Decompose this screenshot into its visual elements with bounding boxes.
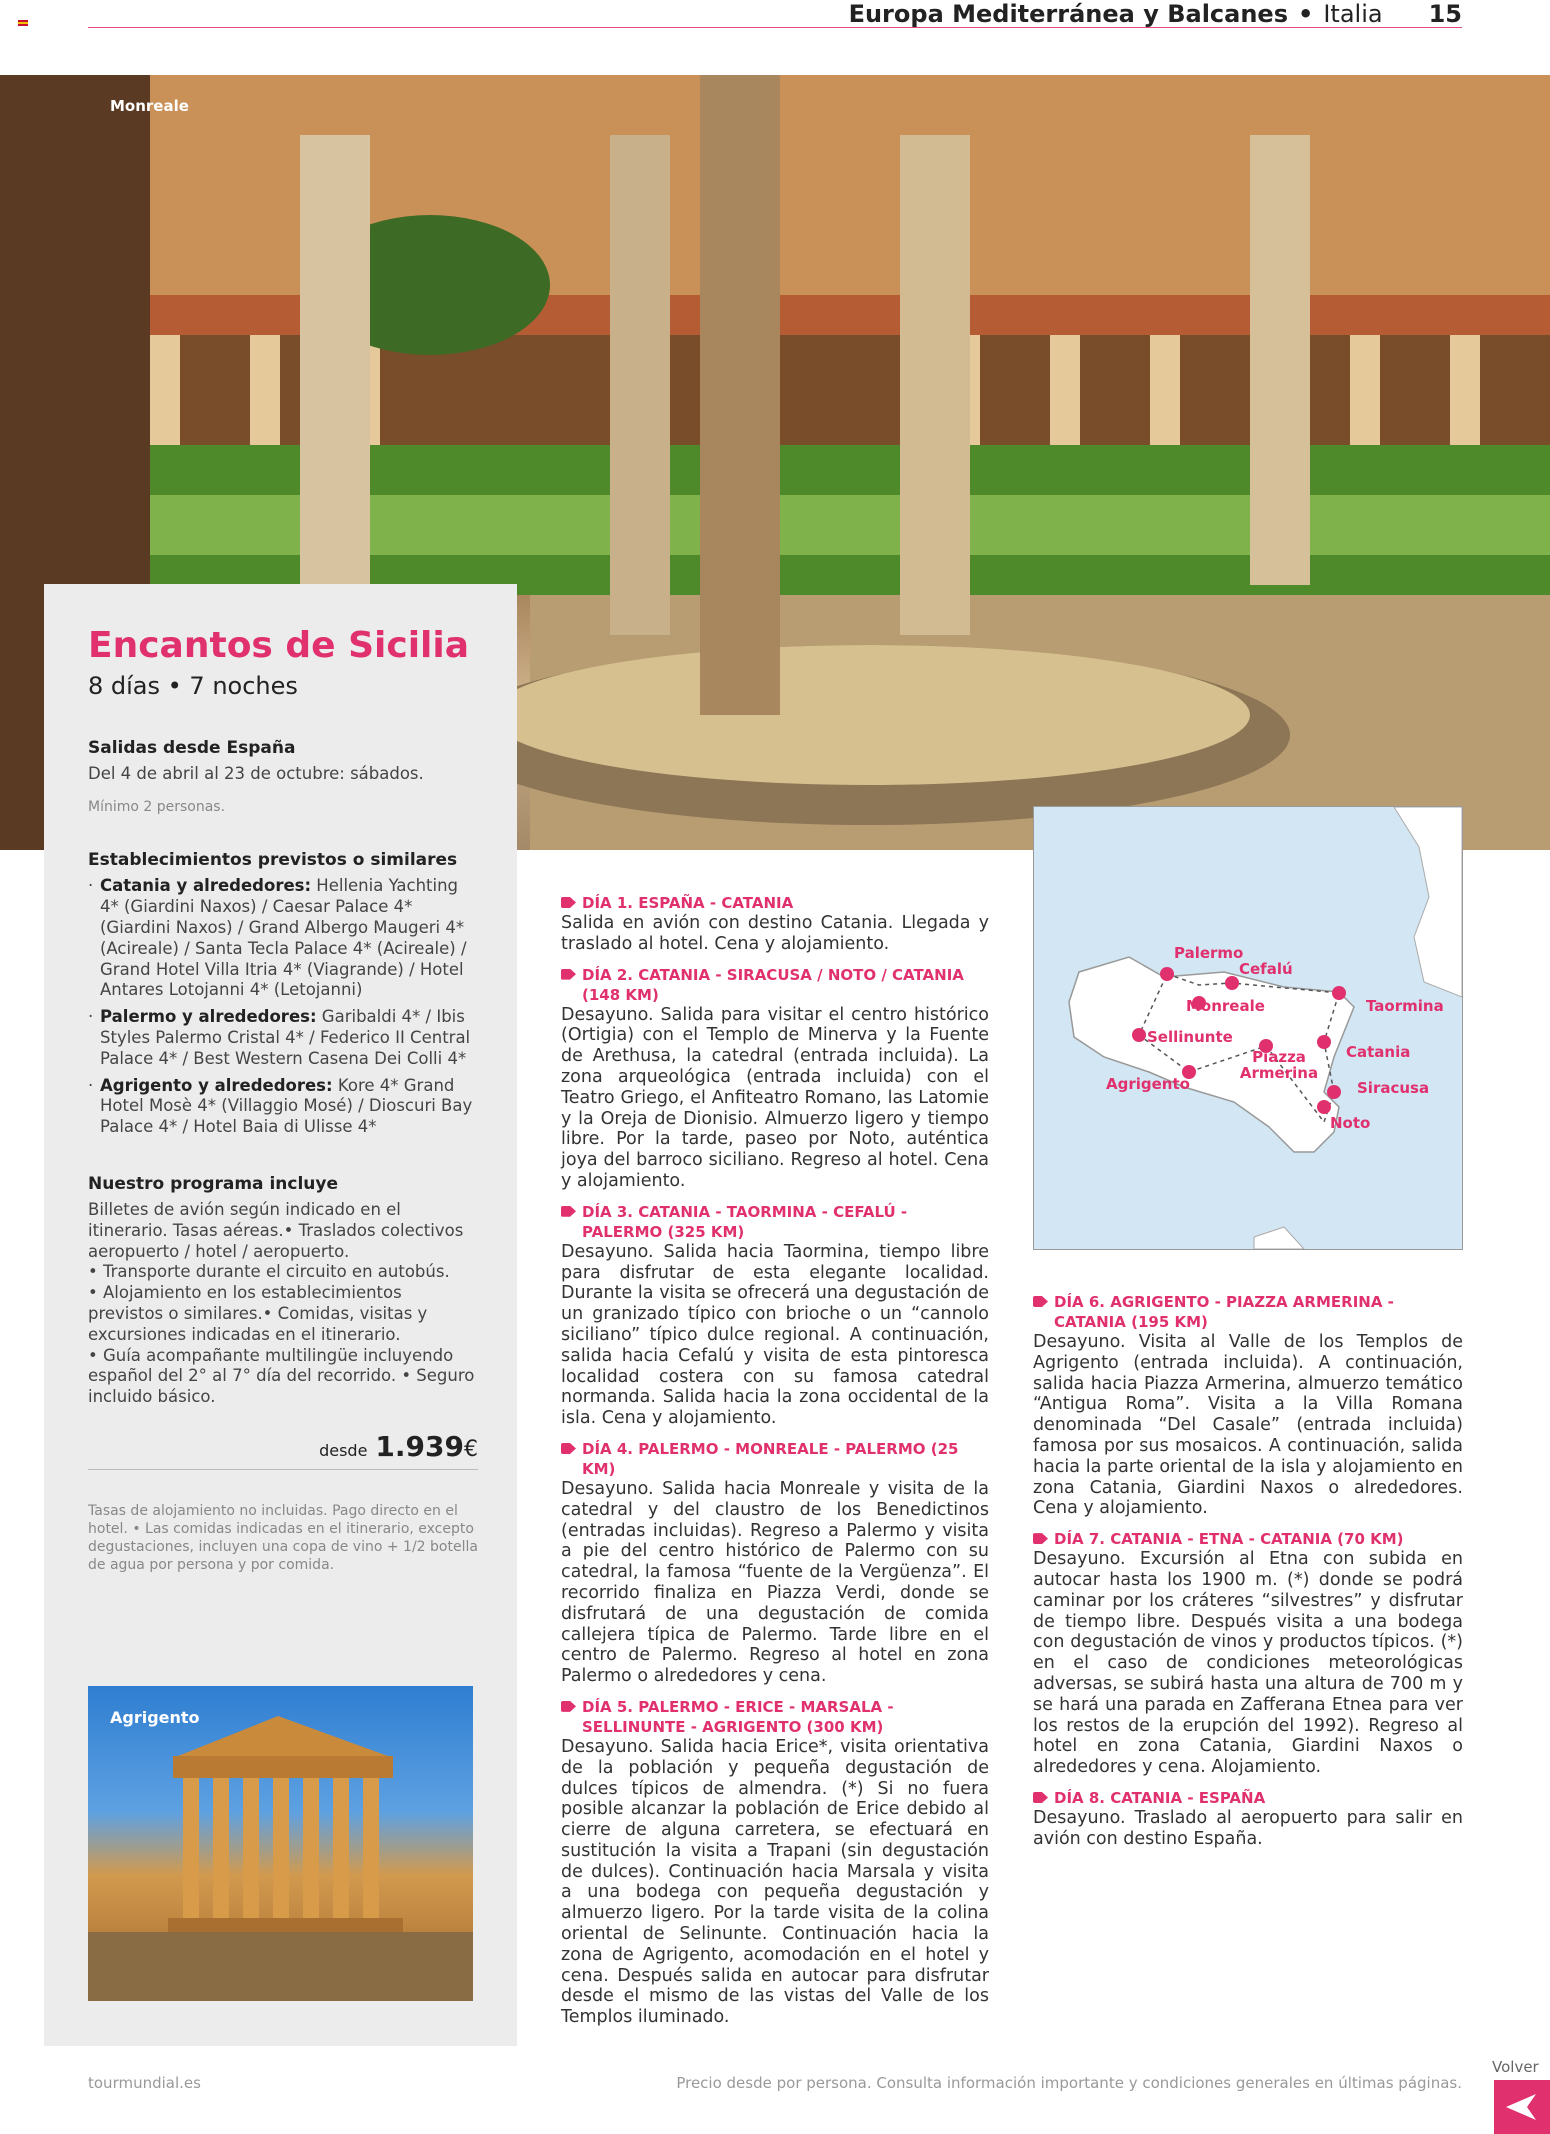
day-text: Desayuno. Excursión al Etna con subida en autocar hasta los 1900 m. (*) donde se podrá caminar por los cráteres “silvestres” y disfrutar de tiempo libre. Después visita a una bodega con degustación de vinos y productos típicos. (*) en el caso de condiciones meteorológicas adversas, se subirá hasta una altura de 700 m y se hará una parada en Zafferana Etnea para ver los restos de la erupción del 1992). Regreso al hotel en zona Catania, Giardini Naxos o alrededores y cena. Alojamiento. <box>1033 1549 1463 1778</box>
departures-text: Del 4 de abril al 23 de octubre: sábados. <box>88 763 424 783</box>
back-arrow-icon <box>1506 2094 1536 2120</box>
hotel-city: Agrigento y alrededores: <box>100 1075 333 1095</box>
day-bullet-icon <box>561 1701 576 1712</box>
price-currency: € <box>464 1436 478 1462</box>
itinerary-day-3 <box>561 1202 989 1429</box>
price-notes: Tasas de alojamiento no incluidas. Pago directo en el hotel. • Las comidas indicadas en el itinerario, excepto degustaciones, incluyen una copa de vino + 1/2 botella de agua por persona y por comida. <box>88 1502 478 1573</box>
day-title: DÍA 8. CATANIA - ESPAÑA <box>1054 1788 1266 1807</box>
itinerary-day-1 <box>561 893 989 955</box>
day-text: Desayuno. Salida hacia Monreale y visita de la catedral y del claustro de los Benedictinos (entradas incluidas). Regreso a Palermo y visita a pie del centro histórico de Palermo con su catedral, la famosa “fuente de la Vergüenza”. El recorrido finaliza en Piazza Verdi, donde se disfrutará de una degustación de comida callejera típica de Palermo. Tarde libre en el centro de Palermo. Regreso al hotel en zona Palermo o alrededores y cena. <box>561 1478 989 1687</box>
departures-heading: Salidas desde España <box>88 737 296 758</box>
list-item <box>88 1076 478 1138</box>
day-title: DÍA 4. PALERMO - MONREALE - PALERMO (25 KM) <box>582 1439 959 1478</box>
hotel-names: Hellenia Yachting 4* (Giardini Naxos) / Caesar Palace 4* (Giardini Naxos) / Grand Albergo Maugeri 4*(Acireale) / Santa Tecla Palace 4* (Acireale) / Grand Hotel Villa Itria 4* (Viagrande) / Hotel Antares Lotojanni 4* (Letojanni) <box>100 876 467 1000</box>
hotels-heading: Establecimientos previstos o similares <box>88 850 458 871</box>
trip-title: Encantos de Sicilia <box>88 625 470 666</box>
list-item <box>88 1007 478 1069</box>
day-bullet-icon <box>561 1443 576 1454</box>
hero-caption: Monreale <box>110 97 189 115</box>
header-separator: • <box>1298 0 1314 28</box>
agrigento-photo <box>88 1686 473 2001</box>
section-title: Europa Mediterránea y Balcanes <box>848 0 1288 28</box>
language-flag-icon <box>18 20 28 26</box>
itinerary-column-1 <box>561 893 989 2038</box>
day-bullet-icon <box>561 1206 576 1217</box>
hotel-names: Garibaldi 4* / Ibis Styles Palermo Cristal 4* / Federico II Central Palace 4* / Best Western Casena Dei Colli 4* <box>100 1007 471 1068</box>
map-label-agrigento: Agrigento <box>1106 1075 1190 1093</box>
hotel-names: Kore 4* Grand Hotel Mosè 4* (Villaggio Mosé) / Dioscuri Bay Palace 4* / Hotel Baia di Ulisse 4* <box>100 1075 473 1137</box>
day-title: DÍA 7. CATANIA - ETNA - CATANIA (70 KM) <box>1054 1530 1404 1549</box>
includes-heading: Nuestro programa incluye <box>88 1173 338 1194</box>
day-title: DÍA 3. CATANIA - TAORMINA - CEFALÚ - PALERMO (325 KM) <box>582 1202 908 1241</box>
day-text: Desayuno. Salida para visitar el centro histórico (Ortigia) con el Templo de Minerva y la Fuente de Arethusa, la catedral (entrada incluida). La zona arqueológica (entrada incluida) con el Teatro Griego, el Anfiteatro Romano, las Latomie y la Oreja de Dionisio. Almuerzo ligero y tiempo libre. Por la tarde, paseo por Noto, auténtica joya del barroco siciliano. Regreso al hotel. Cena y alojamiento. <box>561 1004 989 1191</box>
day-bullet-icon <box>561 969 576 980</box>
itinerary-day-7 <box>1033 1529 1463 1778</box>
agrigento-caption: Agrigento <box>110 1708 200 1727</box>
map-label-monreale: Monreale <box>1186 997 1265 1015</box>
itinerary-column-2 <box>1033 1292 1463 1860</box>
map-label-palermo: Palermo <box>1174 944 1244 962</box>
map-label-piazza-armerina: Piazza Armerina <box>1239 1048 1319 1082</box>
day-bullet-icon <box>561 897 576 908</box>
map-label-sellinunte: Sellinunte <box>1147 1028 1233 1046</box>
page-number: 15 <box>1428 0 1462 28</box>
day-text: Desayuno. Visita al Valle de los Templos de Agrigento (entrada incluida). A continuación, salida hacia Piazza Armerina, almuerzo temático “Antigua Roma”. Visita a la Villa Romana denominada “Del Casale” (entrada incluida) famosa por sus mosaicos. A continuación, salida hacia la parte oriental de la isla y alojamiento en zona Catania, Giardini Naxos o alrededores. Cena y alojamiento. <box>1033 1332 1463 1519</box>
day-title: DÍA 5. PALERMO - ERICE - MARSALA - SELLINUNTE - AGRIGENTO (300 KM) <box>582 1697 894 1736</box>
itinerary-day-8 <box>1033 1788 1463 1850</box>
day-title: DÍA 1. ESPAÑA - CATANIA <box>582 894 794 912</box>
day-text: Salida en avión con destino Catania. Llegada y traslado al hotel. Cena y alojamiento. <box>561 913 989 954</box>
temple-illustration <box>88 1686 473 2001</box>
itinerary-day-5 <box>561 1697 989 2028</box>
footer-disclaimer: Precio desde por persona. Consulta información importante y condiciones generales en últimas páginas. <box>676 2074 1462 2092</box>
trip-duration: 8 días • 7 noches <box>88 671 298 700</box>
sicily-map-illustration <box>1034 807 1462 1249</box>
map-label-catania: Catania <box>1346 1043 1411 1061</box>
footer-site: tourmundial.es <box>88 2074 201 2092</box>
route-map <box>1033 806 1463 1250</box>
day-text: Desayuno. Salida hacia Taormina, tiempo libre para disfrutar de esta elegante localidad. Durante la visita se ofrecerá una degustación de un granizado típico con brioche o un “cannolo siciliano” típico dulce regional. A continuación, salida hacia Cefalú y visita de esta pintoresca localidad costera con su famosa catedral normanda. Salida hacia la zona occidental de la isla. Cena y alojamiento. <box>561 1241 989 1429</box>
subsection-title: Italia <box>1323 0 1383 28</box>
itinerary-day-6 <box>1033 1292 1463 1519</box>
back-label: Volver <box>1492 2058 1539 2076</box>
minimum-people: Mínimo 2 personas. <box>88 799 226 816</box>
list-item <box>88 876 478 1001</box>
map-label-siracusa: Siracusa <box>1357 1079 1430 1097</box>
back-button[interactable] <box>1494 2080 1550 2134</box>
page-header <box>849 0 1462 28</box>
price-amount: 1.939 <box>375 1429 464 1463</box>
itinerary-day-2 <box>561 965 989 1192</box>
hotels-list <box>88 876 478 1138</box>
day-bullet-icon <box>1033 1792 1048 1803</box>
day-title: DÍA 2. CATANIA - SIRACUSA / NOTO / CATANIA (148 KM) <box>582 965 964 1004</box>
hotel-city: Palermo y alrededores: <box>100 1007 317 1027</box>
day-bullet-icon <box>1033 1296 1048 1307</box>
includes-text: Billetes de avión según indicado en el itinerario. Tasas aéreas.• Traslados colectivos aeropuerto / hotel / aeropuerto. • Transporte durante el circuito en autobús. • Alojamiento en los establecimientos previstos o similares.• Comidas, visitas y excursiones indicadas en el itinerario. • Guía acompañante multilingüe incluyendo español del 2° al 7° día del recorrido. • Seguro incluido básico. <box>88 1199 475 1407</box>
day-bullet-icon <box>1033 1533 1048 1544</box>
day-text: Desayuno. Traslado al aeropuerto para salir en avión con destino España. <box>1033 1807 1463 1849</box>
map-label-taormina: Taormina <box>1366 997 1444 1015</box>
hotel-city: Catania y alrededores: <box>100 876 312 896</box>
day-title: DÍA 6. AGRIGENTO - PIAZZA ARMERINA - CATANIA (195 KM) <box>1054 1293 1394 1331</box>
price-prefix: desde <box>319 1440 368 1460</box>
price-row <box>88 1430 478 1470</box>
day-text: Desayuno. Salida hacia Erice*, visita orientativa de la población y pequeña degustación de dulces típicos de almendra. (*) Si no fuera posible alcanzar la población de Erice debido al cierre de alguna carretera, se efectuará en sustitución la visita a Trapani (sin degustación de dulces). Continuación hacia Marsala y visita a una bodega con pequeña degustación y almuerzo ligero. Por la tarde visita de la colina oriental de Selinunte. Continuación hacia la zona de Agrigento, acomodación en el hotel y cena. Después salida en autocar para disfrutar desde el mismo de las vistas del Valle de los Templos iluminado. <box>561 1736 989 2028</box>
map-label-noto: Noto <box>1330 1114 1371 1132</box>
map-label-cefalu: Cefalú <box>1239 960 1293 978</box>
itinerary-day-4 <box>561 1439 989 1687</box>
